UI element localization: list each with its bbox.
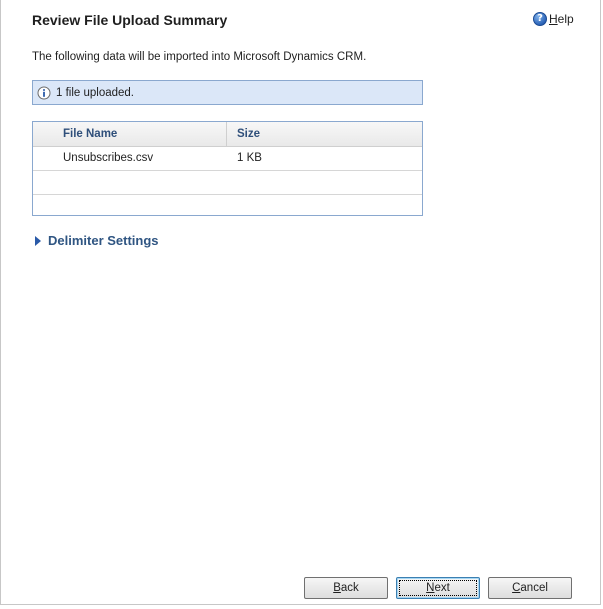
file-size-cell bbox=[227, 195, 422, 218]
help-accesskey: H bbox=[549, 12, 558, 26]
next-button[interactable] bbox=[396, 577, 480, 599]
file-name-cell: Unsubscribes.csv bbox=[63, 152, 154, 164]
delimiter-settings-toggle[interactable] bbox=[35, 233, 159, 248]
help-link[interactable] bbox=[533, 11, 574, 27]
column-header-size[interactable]: Size bbox=[237, 128, 261, 140]
file-size-cell: 1 KB bbox=[237, 152, 262, 164]
info-notification-bar bbox=[32, 80, 423, 105]
file-summary-table bbox=[32, 121, 423, 216]
cancel-label-rest: ancel bbox=[520, 582, 548, 594]
intro-text: The following data will be imported into Microsoft Dynamics CRM. bbox=[32, 51, 367, 63]
info-message: 1 file uploaded. bbox=[56, 86, 135, 99]
back-button[interactable] bbox=[304, 577, 388, 599]
help-icon: ? bbox=[533, 12, 547, 26]
table-row bbox=[33, 171, 422, 195]
table-row bbox=[33, 195, 422, 218]
file-name-cell bbox=[33, 195, 227, 218]
info-icon bbox=[37, 86, 51, 100]
next-label-rest: ext bbox=[434, 582, 450, 594]
next-accesskey: N bbox=[426, 582, 435, 594]
delimiter-settings-label: Delimiter Settings bbox=[48, 233, 159, 248]
expand-arrow-icon bbox=[35, 236, 41, 246]
back-label-rest: ack bbox=[340, 582, 359, 594]
cancel-button[interactable] bbox=[488, 577, 572, 599]
column-header-file-name[interactable]: File Name bbox=[33, 122, 227, 146]
table-header bbox=[33, 122, 422, 147]
help-label bbox=[549, 12, 574, 26]
back-accesskey: B bbox=[333, 582, 341, 594]
table-row[interactable] bbox=[33, 147, 422, 171]
file-name-cell bbox=[33, 171, 227, 194]
cancel-accesskey: C bbox=[512, 582, 521, 594]
help-label-rest: elp bbox=[557, 12, 574, 26]
page-title: Review File Upload Summary bbox=[32, 12, 228, 28]
file-size-cell bbox=[227, 171, 422, 194]
